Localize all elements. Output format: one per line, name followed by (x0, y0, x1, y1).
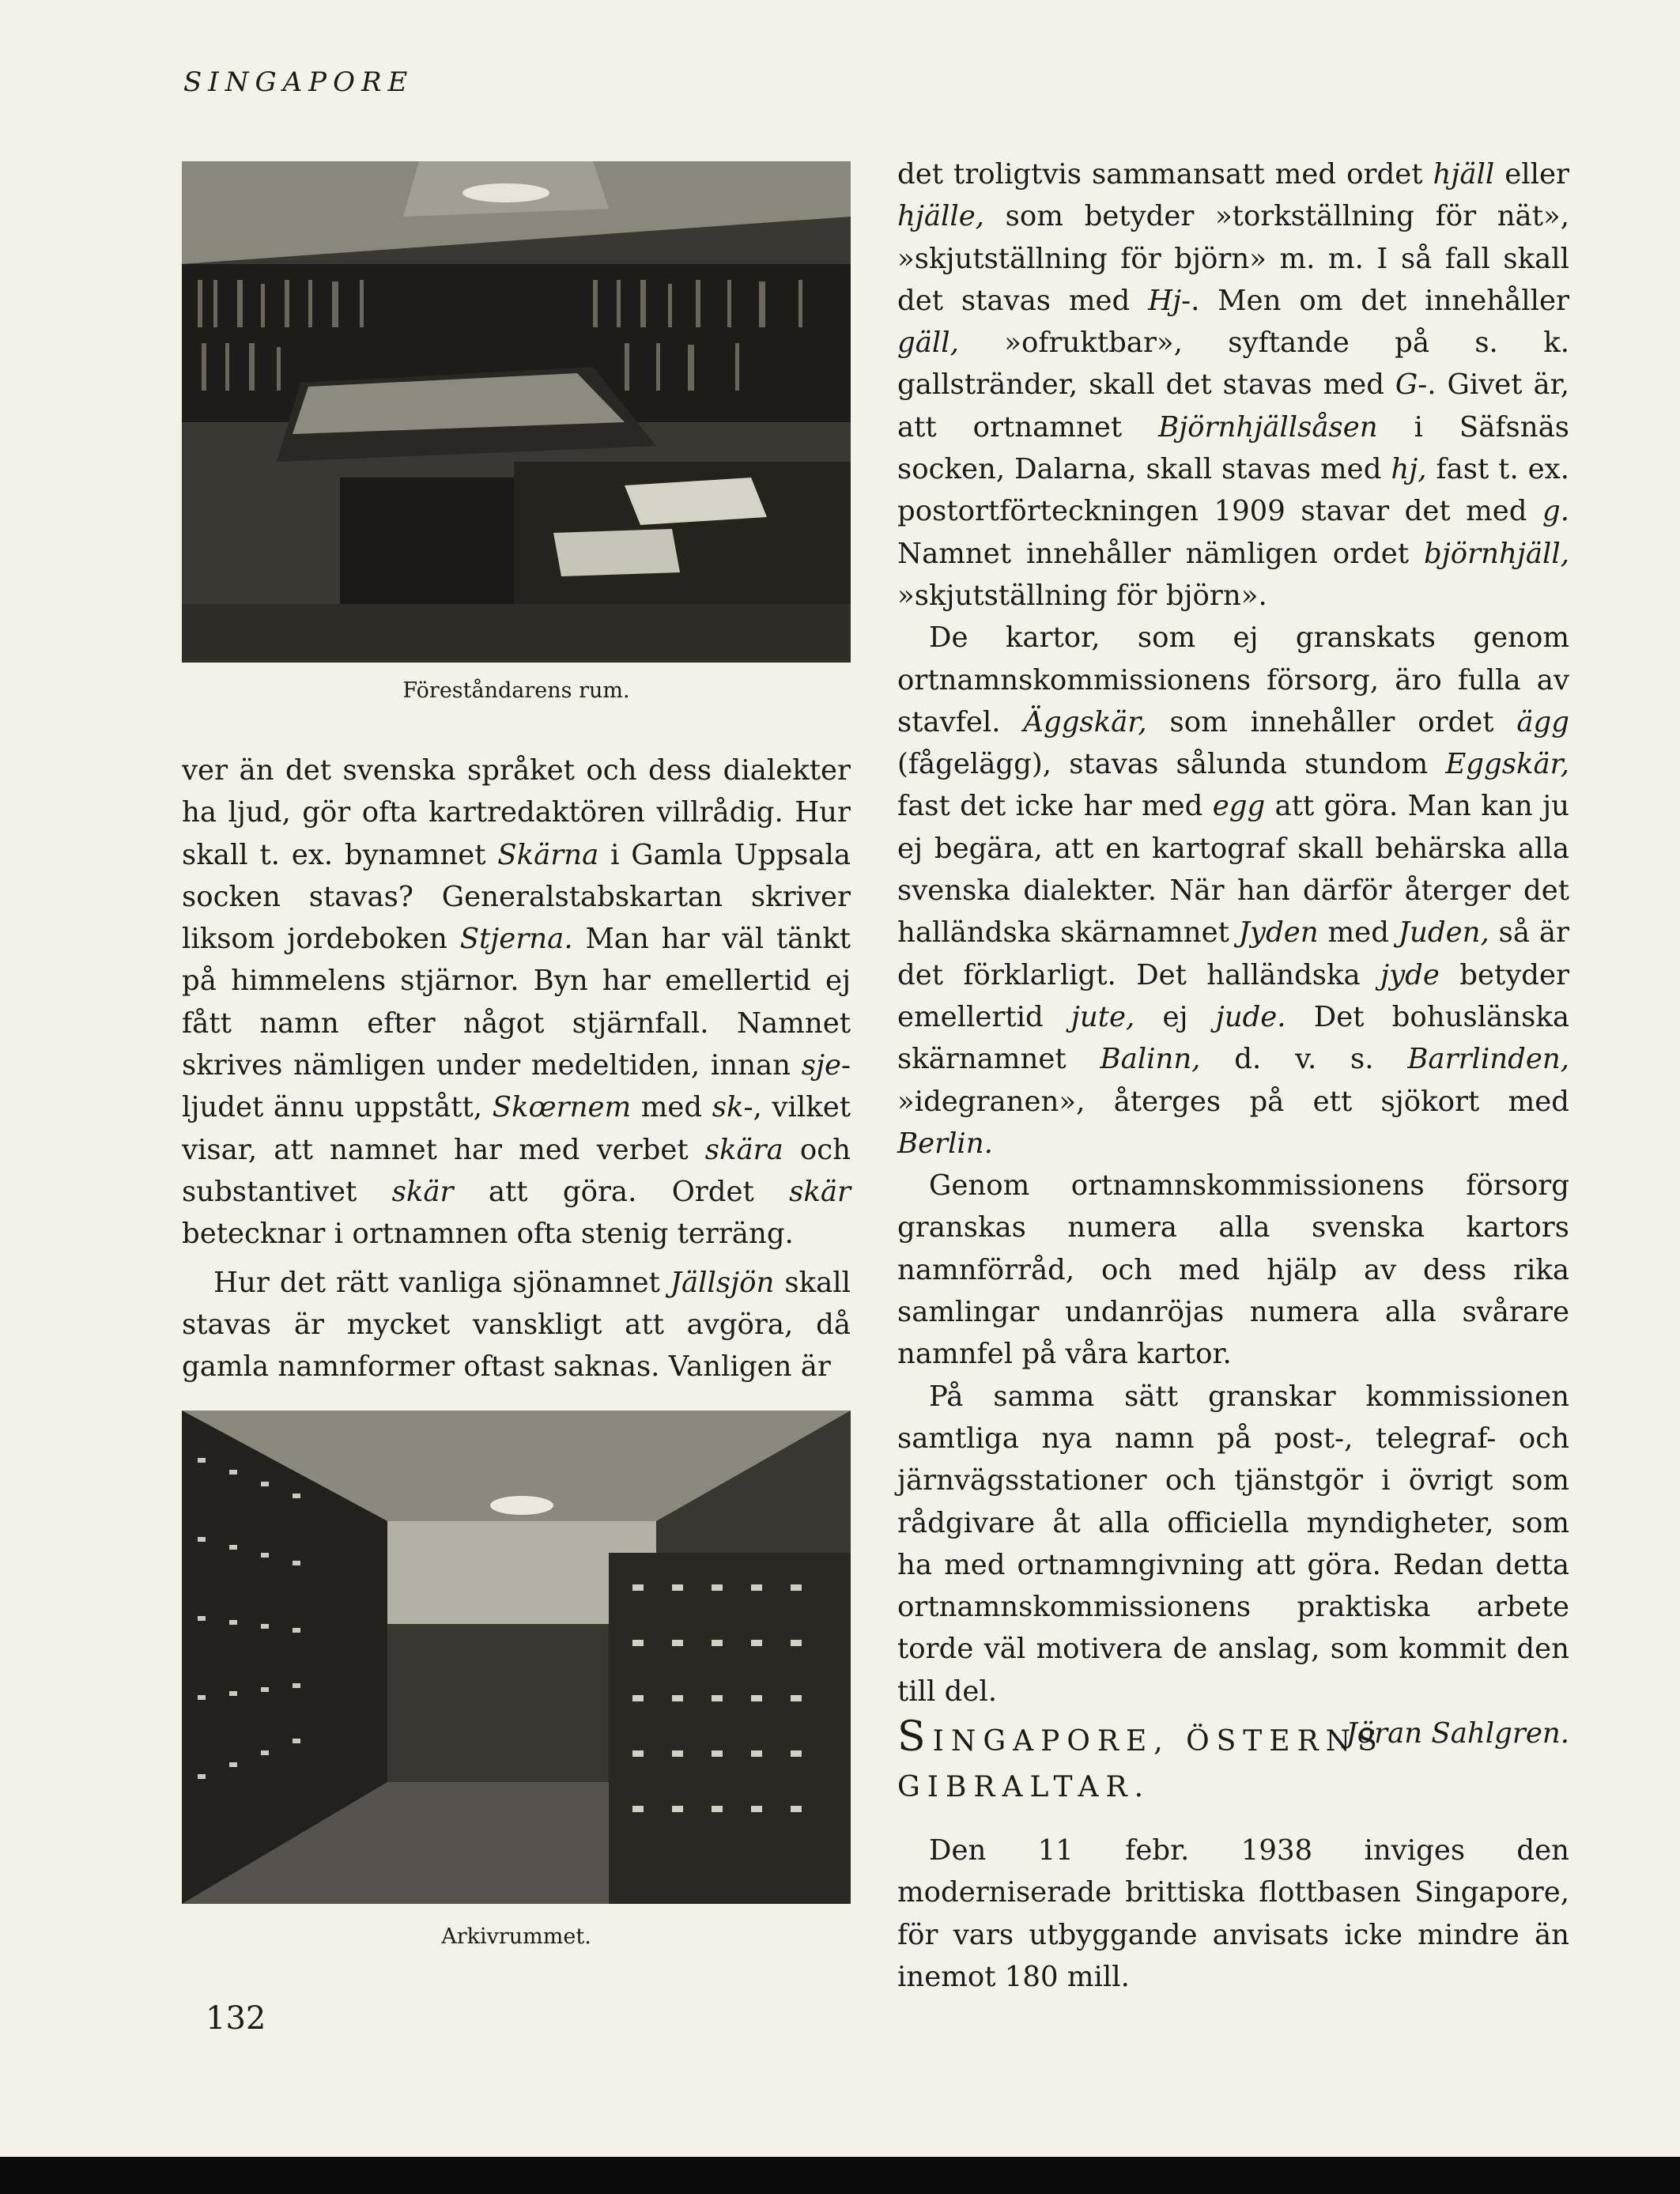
text-run: fast t. ex. postortförteckningen 1909 stavar det med (897, 453, 1569, 528)
text-run: Man har väl tänkt på himmelens stjärnor. Byn har emellertid ej fått namn efter något stjärnfall. Namnet skrives nämligen under medeltiden, innan (182, 923, 851, 1082)
heading-line-1-text: INGAPORE, ÖSTERNS (932, 1725, 1384, 1758)
italic-run: gäll, (897, 327, 959, 360)
text-run: ver än det svenska språket och dess dialekter ha ljud, gör ofta kartredaktören villrådig. Hur skall t. ex. bynamnet (182, 754, 851, 871)
text-run: och substantivet (182, 1133, 851, 1208)
right-paragraph-1 (897, 153, 1569, 617)
text-run: -. Men om det innehåller (1181, 284, 1569, 317)
page-number: 132 (206, 2000, 266, 2037)
text-run: »ofruktbar», syftande på s. k. gallstränder, skall det stavas med (897, 327, 1569, 402)
photo-archive-room-image (182, 1410, 851, 1904)
text-run: som betyder »torkställning för nät», »skjutställning för björn» m. m. I så fall skall det stavas med (897, 200, 1569, 317)
text-run: med (1318, 916, 1399, 950)
italic-run: Stjerna. (459, 923, 573, 956)
text-run: det troligtvis sammansatt med ordet (897, 158, 1433, 191)
article-intro-paragraph: Den 11 febr. 1938 inviges den moderniserade brittiska flottbasen Singapore, för vars utbyggande anvisats icke mindre än inemot 180 mill. (897, 1834, 1569, 1993)
left-paragraph-1 (182, 750, 851, 1256)
italic-run: Skœrnem (492, 1091, 632, 1124)
text-run: betecknar i ortnamnen ofta stenig terräng. (182, 1218, 794, 1251)
article-heading-line-2: GIBRALTAR. (897, 1771, 1151, 1803)
italic-run: jyde (1380, 958, 1440, 991)
text-run: i Säfsnäs socken, Dalarna, skall stavas med (897, 410, 1569, 486)
right-paragraph-3: Genom ortnamnskommissionens försorg granskas numera alla svenska kartors namnförråd, och med hjälp av dess rika samlingar undanröjas numera alla svårare namnfel på våra kartor. (897, 1169, 1569, 1371)
italic-run: g. (1542, 495, 1569, 528)
text-run: att göra. Ordet (453, 1175, 790, 1208)
text-run: -ljudet ännu uppstått, (182, 1049, 851, 1124)
author-signature: Jöran Sahlgren. (1346, 1716, 1569, 1750)
scan-bottom-edge (0, 2157, 1680, 2194)
right-paragraph-2 (897, 617, 1569, 1165)
text-run: d. v. s. (1200, 1043, 1408, 1076)
heading-initial: S (897, 1713, 933, 1761)
left-column (182, 750, 851, 1388)
italic-run: ägg (1516, 705, 1569, 738)
italic-run: Äggskär, (1023, 705, 1147, 738)
text-run: att göra. Man kan ju ej begära, att en kartograf skall behärska alla svenska dialekter. När han därför återger det halländska skärnamnet (897, 790, 1569, 950)
photo-directors-room-image (182, 161, 851, 663)
text-run: (fågelägg), stavas sålunda stundom (897, 748, 1446, 781)
text-run: Namnet innehåller nämligen ordet (897, 537, 1425, 570)
italic-run: sje (801, 1049, 841, 1082)
italic-run: egg (1212, 790, 1266, 823)
italic-run: G (1395, 368, 1418, 402)
italic-run: hjäll (1433, 158, 1495, 191)
right-paragraph-4: På samma sätt granskar kommissionen samtliga nya namn på post-, telegraf- och järnvägsstationer och tjänstgör i övrigt som rådgivare åt alla officiella myndigheter, som ha med ortnamngivning att göra. Redan detta ortnamnskommissionens praktiska arbete torde väl motivera de anslag, som kommit den till del. (897, 1380, 1569, 1708)
italic-run: Jällsjön (670, 1266, 775, 1299)
italic-run: sk (712, 1091, 744, 1124)
text-run: så är det förklarligt. Det halländska (897, 916, 1569, 991)
photo-directors-room (182, 161, 851, 663)
article-intro (897, 1830, 1569, 1998)
italic-run: Balinn, (1100, 1043, 1201, 1076)
italic-run: skär (789, 1175, 851, 1208)
italic-run: hjälle, (897, 200, 985, 233)
text-run: betyder emellertid (897, 958, 1569, 1033)
italic-run: jude. (1215, 1000, 1286, 1033)
text-run: »skjutställning för björn». (897, 579, 1267, 612)
text-run: fast det icke har med (897, 790, 1213, 823)
text-run: ej (1134, 1000, 1216, 1033)
text-run: -. Givet är, att ortnamnet (897, 368, 1569, 444)
running-head: SINGAPORE (183, 66, 414, 98)
italic-run: hj, (1391, 453, 1427, 486)
italic-run: Hj (1148, 284, 1182, 317)
italic-run: jute, (1070, 1000, 1135, 1033)
text-run: eller (1494, 158, 1569, 191)
text-run: Hur det rätt vanliga sjönamnet (213, 1266, 670, 1299)
text-run: som innehåller ordet (1146, 705, 1517, 738)
caption-archive-room: Arkivrummet. (441, 1924, 591, 1949)
italic-run: Björnhjällsåsen (1158, 410, 1378, 444)
left-paragraph-2 (182, 1262, 851, 1388)
italic-run: Jyden (1238, 916, 1319, 950)
italic-run: Barrlinden, (1407, 1043, 1569, 1076)
photo-archive-room (182, 1410, 851, 1904)
text-run: skall stavas är mycket vanskligt att avgöra, då gamla namnformer oftast saknas. Vanligen är (182, 1266, 851, 1384)
right-column (897, 153, 1569, 1754)
text-run: Det bohuslänska skärnamnet (897, 1000, 1569, 1076)
text-run: »idegranen», återges på ett sjökort med (897, 1085, 1569, 1118)
text-run: De kartor, som ej granskats genom ortnamnskommissionens försorg, äro fulla av stavfel. (897, 621, 1569, 738)
italic-run: skära (704, 1133, 783, 1166)
italic-run: skär (391, 1175, 454, 1208)
italic-run: björnhjäll, (1424, 537, 1569, 570)
italic-run: Juden, (1398, 916, 1489, 950)
text-run: med (631, 1091, 712, 1124)
italic-run: Eggskär, (1445, 748, 1569, 781)
italic-run: Skärna (497, 838, 599, 871)
text-run: i Gamla Uppsala socken stavas? Generalstabskartan skriver liksom jordeboken (182, 838, 851, 956)
article-heading-line-1 (897, 1714, 1384, 1765)
article-heading (897, 1714, 1384, 1811)
caption-directors-room: Föreståndarens rum. (402, 678, 630, 703)
text-run: -, vilket visar, att namnet har med verbet (182, 1091, 851, 1166)
italic-run: Berlin. (897, 1127, 993, 1160)
